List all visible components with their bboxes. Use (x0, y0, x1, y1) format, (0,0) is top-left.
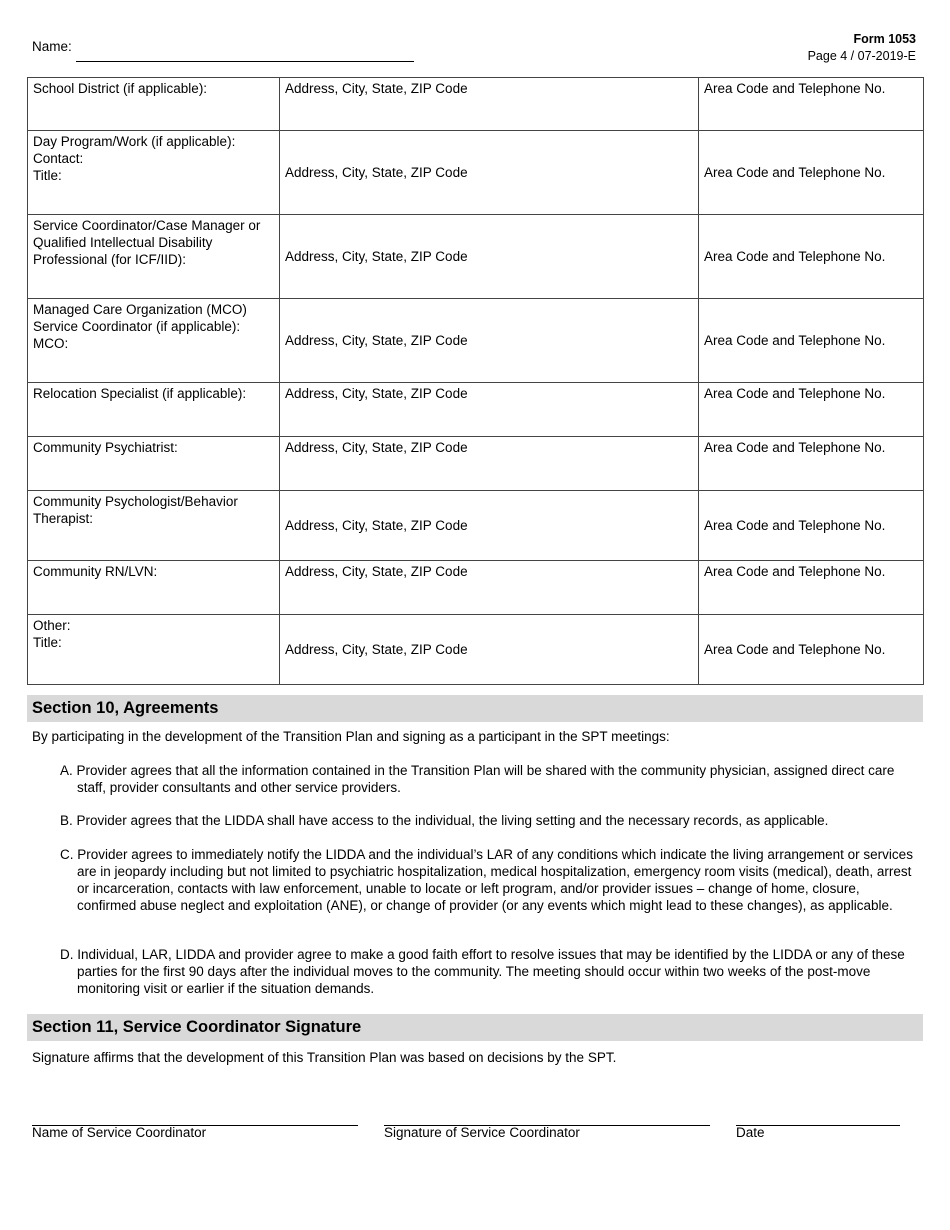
contact-role[interactable]: Community Psychiatrist: (28, 437, 280, 491)
phone-cell[interactable]: Area Code and Telephone No. (699, 615, 924, 685)
phone-cell[interactable]: Area Code and Telephone No. (699, 215, 924, 299)
contacts-table (27, 77, 924, 685)
agreement-item-b: B. Provider agrees that the LIDDA shall have access to the individual, the living setting and the necessary records, as applicable. (60, 813, 829, 828)
phone-cell[interactable]: Area Code and Telephone No. (699, 491, 924, 561)
contact-role[interactable]: Community RN/LVN: (28, 561, 280, 615)
address-cell[interactable]: Address, City, State, ZIP Code (280, 131, 699, 215)
table-row (28, 383, 924, 437)
phone-cell[interactable]: Area Code and Telephone No. (699, 299, 924, 383)
phone-cell[interactable]: Area Code and Telephone No. (699, 131, 924, 215)
contact-role[interactable]: Relocation Specialist (if applicable): (28, 383, 280, 437)
name-label: Name: (32, 39, 72, 54)
contact-role[interactable]: Managed Care Organization (MCO) Service Coordinator (if applicable): MCO: (28, 299, 280, 383)
contact-role[interactable]: School District (if applicable): (28, 78, 280, 131)
date-label: Date (736, 1125, 765, 1140)
phone-cell[interactable]: Area Code and Telephone No. (699, 437, 924, 491)
table-row (28, 437, 924, 491)
address-cell[interactable]: Address, City, State, ZIP Code (280, 383, 699, 437)
address-cell[interactable]: Address, City, State, ZIP Code (280, 78, 699, 131)
contact-role[interactable]: Community Psychologist/Behavior Therapist: (28, 491, 280, 561)
address-cell[interactable]: Address, City, State, ZIP Code (280, 437, 699, 491)
signature-label: Signature of Service Coordinator (384, 1125, 580, 1140)
contact-role[interactable]: Day Program/Work (if applicable): Contact: Title: (28, 131, 280, 215)
agreement-item-c: C. Provider agrees to immediately notify the LIDDA and the individual’s LAR of any conditions which indicate the living arrangement or services are in jeopardy including but not limited to psychiatric hospitalization, medical hospitalization, emergency room visits (medical), death, arrest or incarceration, contacts with law enforcement, unable to locate or left program, and/or provider issues – change of home, closure, confirmed abuse neglect and exploitation (ANE), or change of provider (or any events which might lead to these changes), as applicable. (60, 847, 913, 913)
phone-cell[interactable]: Area Code and Telephone No. (699, 383, 924, 437)
name-field[interactable] (76, 61, 414, 62)
contact-role[interactable]: Service Coordinator/Case Manager or Qualified Intellectual Disability Professional (for ICF/IID): (28, 215, 280, 299)
page-info: Page 4 / 07-2019-E (807, 49, 916, 63)
table-row (28, 561, 924, 615)
agreement-item-a: A. Provider agrees that all the information contained in the Transition Plan will be shared with the community physician, assigned direct care staff, provider consultants and other service providers. (60, 763, 895, 795)
agreement-item-d: D. Individual, LAR, LIDDA and provider agree to make a good faith effort to resolve issues that may be identified by the LIDDA or any of these parties for the first 90 days after the individual moves to the community. The meeting should occur within two weeks of the post-move monitoring visit or earlier if the situation demands. (60, 947, 905, 996)
table-row (28, 131, 924, 215)
address-cell[interactable]: Address, City, State, ZIP Code (280, 215, 699, 299)
contact-role[interactable]: Other: Title: (28, 615, 280, 685)
form-number: Form 1053 (853, 32, 916, 46)
address-cell[interactable]: Address, City, State, ZIP Code (280, 561, 699, 615)
table-row (28, 78, 924, 131)
table-row (28, 615, 924, 685)
table-row (28, 299, 924, 383)
address-cell[interactable]: Address, City, State, ZIP Code (280, 491, 699, 561)
section-11-title: Section 11, Service Coordinator Signature (27, 1014, 923, 1041)
section-10-intro: By participating in the development of the Transition Plan and signing as a participant in the SPT meetings: (32, 729, 670, 744)
address-cell[interactable]: Address, City, State, ZIP Code (280, 299, 699, 383)
table-row (28, 491, 924, 561)
name-of-coordinator-label: Name of Service Coordinator (32, 1125, 207, 1140)
section-10-title: Section 10, Agreements (27, 695, 923, 722)
address-cell[interactable]: Address, City, State, ZIP Code (280, 615, 699, 685)
section-11-text: Signature affirms that the development of this Transition Plan was based on decisions by the SPT. (32, 1050, 617, 1065)
phone-cell[interactable]: Area Code and Telephone No. (699, 78, 924, 131)
phone-cell[interactable]: Area Code and Telephone No. (699, 561, 924, 615)
table-row (28, 215, 924, 299)
